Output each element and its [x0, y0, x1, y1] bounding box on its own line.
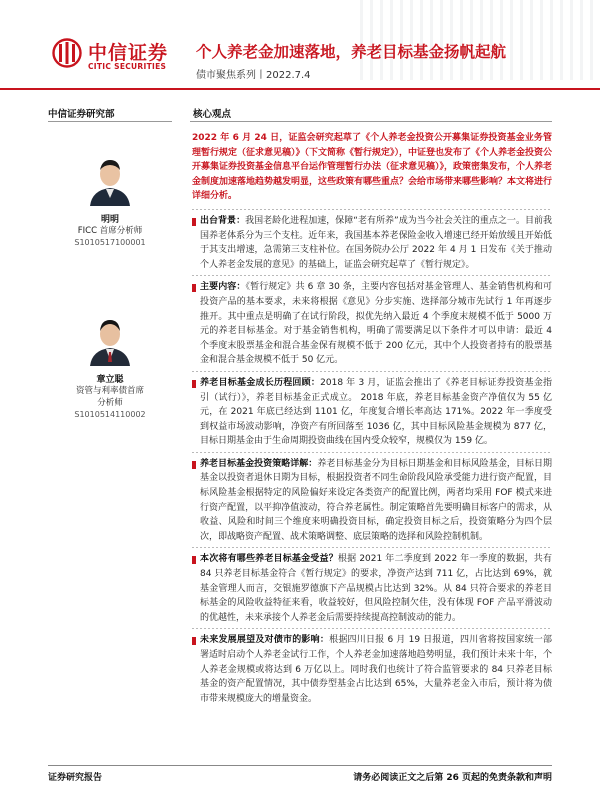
- analyst-photo-icon: [86, 152, 134, 206]
- analyst-name: 章立聪: [96, 375, 124, 385]
- section-beneficiaries: [192, 552, 552, 625]
- divider: [192, 628, 552, 629]
- section-label: 出台背景：: [200, 215, 246, 226]
- footer-rule: [48, 765, 552, 766]
- analyst-id: S1010514110002: [74, 410, 146, 419]
- divider: [192, 547, 552, 548]
- section-text: 根据 2021 年二季度到 2022 年一季度的数据，共有 84 只养老目标基金符合《暂行规定》的要求，净资产达到 711 亿，占比达到 69%，就基金管理人而言，交银施罗德旗下产品规模占比达到 32%。从 84 只符合要求的养老目标基金的风险收益特征来看，收益较好，但风险控制欠佳，没有体现 FOF 产品平滑波动的优越性，未来承接个人养老金后需要持续提高控制波动的能力。: [200, 554, 552, 623]
- section-strategy: [192, 457, 552, 545]
- footer-disclaimer: 请务必阅读正文之后第 26 页起的免责条款和声明: [353, 773, 552, 783]
- analyst-photo-icon: [86, 312, 134, 366]
- intro-paragraph: 2022 年 6 月 24 日，证监会研究起草了《个人养老金投资公开募集证券投资基金业务管理暂行规定（征求意见稿）》（下文简称《暂行规定》），中证登也发布了《个人养老金投资公开募集证券投资基金信息平台运作管理暂行办法（征求意见稿）》，政策密集发布，个人养老金制度加速落地趋势越发明显，这些政策有哪些重点？会给市场带来哪些影响？本文将进行详细分析。: [192, 133, 553, 202]
- section-text: 我国老龄化进程加速，保障“老有所养”成为当今社会关注的重点之一。目前我国养老体系分为三个支柱。近年来，我国基本养老保险金收入增速已经开始放缓且开始低于其支出增速，急需第三支柱补位。在国务院办公厅 2022 年 4 月 1 日发布《关于推动个人养老金发展的意见》的基础上，证监会研究起草了《暂行规定》。: [200, 215, 552, 270]
- analyst-id: S1010517100001: [74, 238, 146, 247]
- section-text: 根据四川日报 6 月 19 日报道，四川省将按国家统一部署适时启动个人养老金试行工作，个人养老金加速落地趋势明显，我们预计未来十年，个人养老金规模或将达到 6 万亿以上。同时我们也统计了符合监管要求的 84 只养老目标基金的资产配置情况，其中债券型基金占比达到 65%，大量养老金入市后，预计将为债市带来规模庞大的增量资金。: [200, 635, 552, 704]
- section-rule: [190, 121, 552, 122]
- report-header: [0, 0, 600, 88]
- divider: [192, 371, 552, 372]
- analyst-name: 明明: [100, 215, 119, 225]
- sidebar-rule: [48, 121, 172, 122]
- divider: [192, 209, 552, 210]
- footer-label: 证券研究报告: [48, 773, 103, 783]
- report-title: 个人养老金加速落地，养老目标基金扬帆起航: [196, 43, 507, 61]
- analyst-role: 资管与利率债首席: [75, 386, 144, 396]
- brand-name-cn: 中信证券: [88, 42, 169, 64]
- section-text: 2018 年 3 月，证监会推出了《养老目标证券投资基金指引（试行）》，养老目标基金正式成立。 2018 年底，养老目标基金资产净值仅为 55 亿元，在 2021 年底已经达到 1101 亿，年度复合增长率高达 171%。2022 年一季度受到权益市场波动影响，净资产有所回落至 1036 亿，其中目标风险基金规模为 877 亿，目标日期基金由于生命周期投资曲线在国内受众较窄，规模仅为 159 亿。: [200, 377, 552, 447]
- section-label: 养老目标基金成长历程回顾：: [200, 377, 321, 388]
- analyst-card: [46, 312, 174, 420]
- section-main-content: [192, 280, 552, 368]
- divider: [192, 452, 552, 453]
- section-label: 未来发展展望及对债市的影响：: [200, 635, 330, 646]
- divider: [192, 275, 552, 276]
- analyst-role-continued: 分析师: [97, 398, 123, 408]
- section-text: 《暂行规定》共 6 章 30 条，主要内容包括对基金管理人、基金销售机构和可投资产品的基本要求，未来将根据《意见》分步实施、选择部分城市先试行 1 年再逐步推开。其中重点是明确了在试行阶段，拟优先纳入最近 4 个季度末规模不低于 5000 万元的养老目标基金。对于基金销售机构，明确了需要满足以下条件才可以申请：最近 4 个季度末股票基金和混合基金保有规模不低于 200 亿元，其中个人投资者持有的股票基金和混合基金规模不低于 50 亿元。: [200, 282, 552, 366]
- analyst-card: [46, 152, 174, 248]
- section-label: 养老目标基金投资策略详解：: [200, 458, 318, 469]
- brand-name-en: CITIC SECURITIES: [88, 62, 167, 71]
- report-subtitle: 债市聚焦系列丨2022.7.4: [196, 70, 311, 81]
- section-history: [192, 376, 552, 449]
- core-views: [192, 131, 552, 706]
- citic-logo-icon: [52, 38, 82, 68]
- section-background: [192, 214, 552, 272]
- header-divider: [0, 88, 600, 90]
- section-label: 主要内容：: [200, 282, 246, 293]
- section-heading: 核心观点: [193, 109, 232, 120]
- sidebar-heading: 中信证券研究部: [48, 109, 115, 120]
- section-text: 养老目标基金分为目标日期基金和目标风险基金，目标日期基金以投资者退休日期为目标，根据投资者不同生命阶段风险承受能力进行资产配置，目标风险基金根据特定的风险偏好来设定各类资产的配置比例，两者均采用 FOF 模式来进行资产配置，以平抑净值波动，符合养老属性。制定策略首先要明确目标客户的需求，从收益、风险和时间三个维度来明确投资目标，确定投资目标之后，投资策略分为四个层次，即战略资产配置、战术策略调整、底层策略的选择和风险控制机制。: [200, 458, 552, 542]
- section-label: 本次将有哪些养老目标基金受益？: [200, 554, 338, 565]
- analyst-role: FICC 首席分析师: [77, 226, 143, 236]
- section-outlook: [192, 633, 552, 706]
